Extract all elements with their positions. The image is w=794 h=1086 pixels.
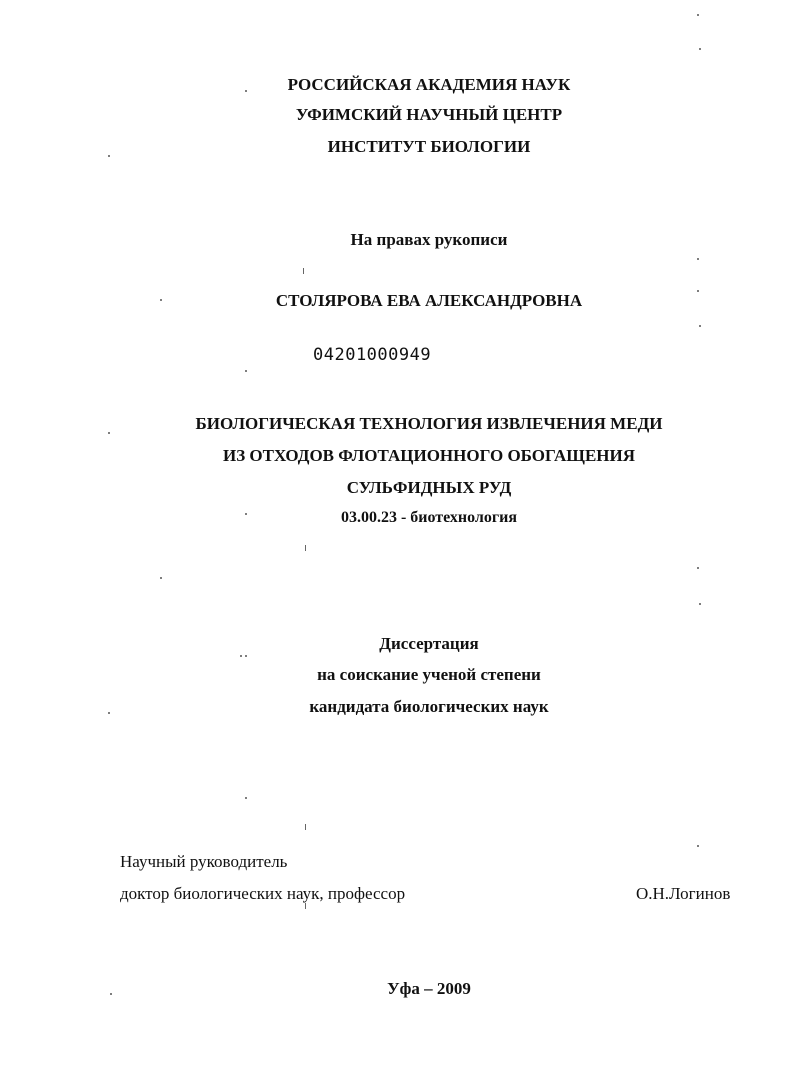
scan-mark: [305, 824, 306, 830]
dissertation-type: Диссертация: [379, 634, 479, 653]
supervisor-name: О.Н.Логинов: [636, 884, 731, 903]
degree-purpose-line-2: кандидата биологических наук: [309, 697, 549, 716]
scan-speck: [699, 48, 701, 50]
scan-speck: [245, 370, 247, 372]
manuscript-note: На правах рукописи: [350, 230, 508, 249]
scan-speck: [240, 655, 242, 657]
scan-mark: [305, 545, 306, 551]
center-heading: УФИМСКИЙ НАУЧНЫЙ ЦЕНТР: [295, 105, 563, 124]
scan-speck: [697, 14, 699, 16]
scan-speck: [160, 577, 162, 579]
scan-speck: [245, 655, 247, 657]
scan-speck: [245, 797, 247, 799]
author-name: СТОЛЯРОВА ЕВА АЛЕКСАНДРОВНА: [275, 291, 583, 310]
specialty-code: 03.00.23 - биотехнология: [340, 509, 518, 526]
scan-speck: [699, 603, 701, 605]
title-line-2: ИЗ ОТХОДОВ ФЛОТАЦИОННОГО ОБОГАЩЕНИЯ: [222, 446, 636, 465]
institute-heading: ИНСТИТУТ БИОЛОГИИ: [327, 137, 531, 156]
scan-speck: [699, 325, 701, 327]
supervisor-label: Научный руководитель: [120, 852, 288, 871]
title-line-3: СУЛЬФИДНЫХ РУД: [346, 478, 512, 497]
title-line-1: БИОЛОГИЧЕСКАЯ ТЕХНОЛОГИЯ ИЗВЛЕЧЕНИЯ МЕДИ: [195, 414, 663, 433]
city-year: Уфа – 2009: [387, 979, 471, 998]
academy-heading: РОССИЙСКАЯ АКАДЕМИЯ НАУК: [287, 75, 571, 94]
scan-speck: [697, 567, 699, 569]
registration-number: 04201000949: [313, 345, 432, 365]
supervisor-credentials: доктор биологических наук, профессор: [120, 884, 406, 903]
scan-mark: [303, 268, 304, 274]
scan-speck: [697, 258, 699, 260]
degree-purpose-line-1: на соискание ученой степени: [317, 665, 541, 684]
scan-speck: [697, 845, 699, 847]
